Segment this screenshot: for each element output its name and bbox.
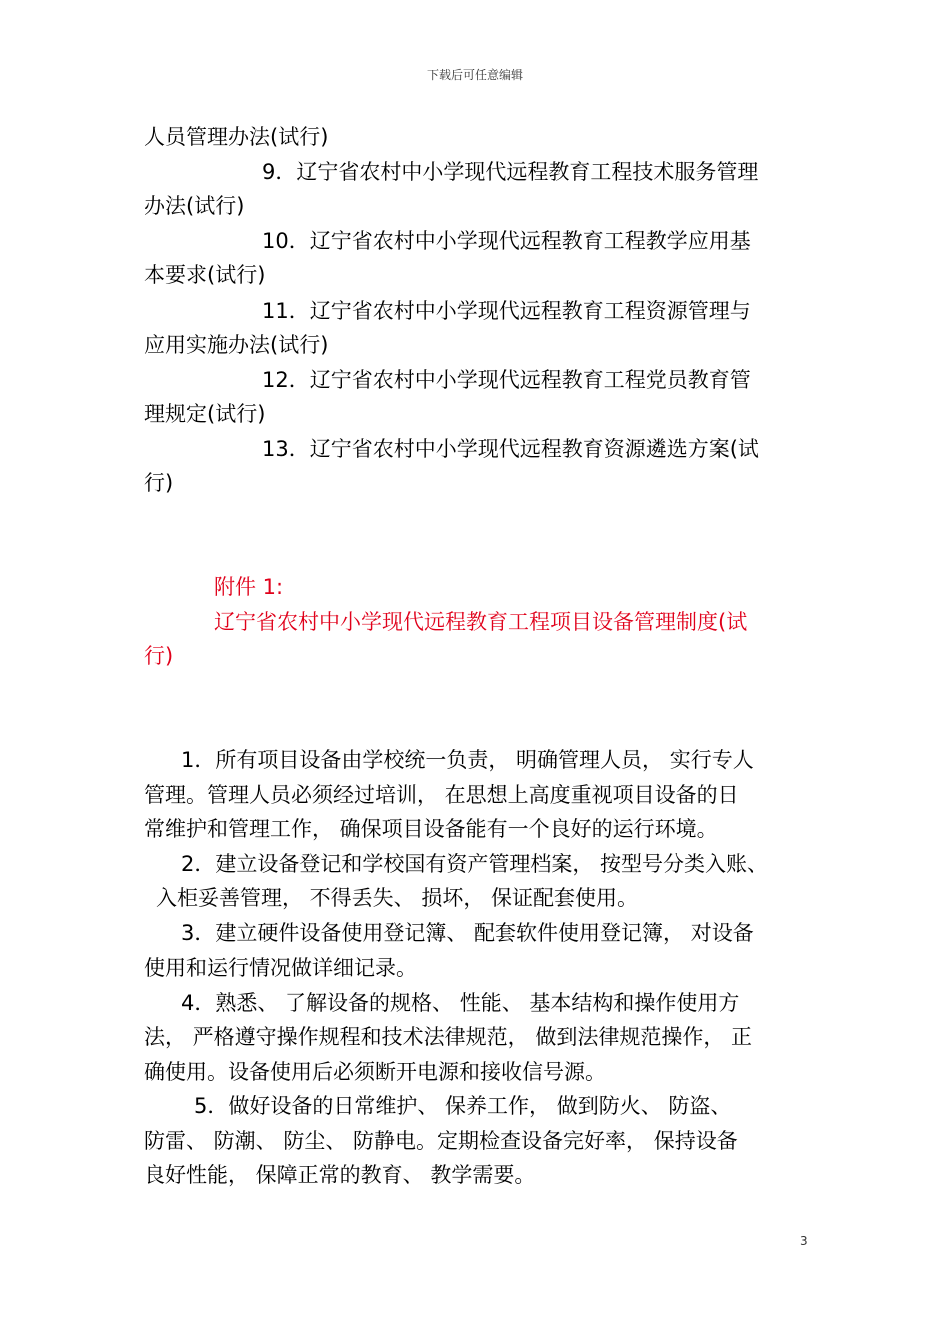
attachment-title-cont: 行) (144, 644, 174, 668)
list-line: 11．辽宁省农村中小学现代远程教育工程资源管理与 (262, 299, 751, 323)
body-line: 入柜妥善管理， 不得丢失、 损坏， 保证配套使用。 (156, 886, 639, 910)
body-line: 确使用。设备使用后必须断开电源和接收信号源。 (144, 1060, 606, 1084)
body-line: 5．做好设备的日常维护、 保养工作， 做到防火、 防盗、 (194, 1094, 732, 1118)
list-line: 理规定(试行) (144, 402, 266, 426)
attachment-label: 附件 1: (214, 575, 284, 599)
list-line: 办法(试行) (144, 194, 245, 218)
list-line: 10．辽宁省农村中小学现代远程教育工程教学应用基 (262, 229, 751, 253)
list-line: 13．辽宁省农村中小学现代远程教育资源遴选方案(试 (262, 437, 759, 461)
page-header: 下载后可任意编辑 (426, 68, 523, 82)
list-line: 应用实施办法(试行) (144, 333, 329, 357)
list-line: 人员管理办法(试行) (144, 125, 329, 149)
list-line: 9．辽宁省农村中小学现代远程教育工程技术服务管理 (262, 160, 759, 184)
body-line: 常维护和管理工作， 确保项目设备能有一个良好的运行环境。 (144, 817, 718, 841)
list-line: 本要求(试行) (144, 263, 266, 287)
body-line: 3．建立硬件设备使用登记簿、 配套软件使用登记簿， 对设备 (181, 921, 754, 945)
body-line: 良好性能， 保障正常的教育、 教学需要。 (144, 1163, 536, 1187)
body-line: 管理。管理人员必须经过培训， 在思想上高度重视项目设备的日 (144, 783, 739, 807)
body-line: 4．熟悉、 了解设备的规格、 性能、 基本结构和操作使用方 (181, 991, 740, 1015)
page-number: 3 (800, 1234, 808, 1248)
list-line: 12．辽宁省农村中小学现代远程教育工程党员教育管 (262, 368, 751, 392)
body-line: 使用和运行情况做详细记录。 (144, 956, 417, 980)
body-line: 法， 严格遵守操作规程和技术法律规范， 做到法律规范操作， 正 (144, 1025, 753, 1049)
attachment-title: 辽宁省农村中小学现代远程教育工程项目设备管理制度(试 (214, 610, 748, 634)
body-line: 1．所有项目设备由学校统一负责， 明确管理人员， 实行专人 (181, 748, 754, 772)
list-line: 行) (144, 471, 174, 495)
body-line: 防雷、 防潮、 防尘、 防静电。定期检查设备完好率， 保持设备 (144, 1129, 738, 1153)
body-line: 2．建立设备登记和学校国有资产管理档案， 按型号分类入账、 (181, 852, 769, 876)
